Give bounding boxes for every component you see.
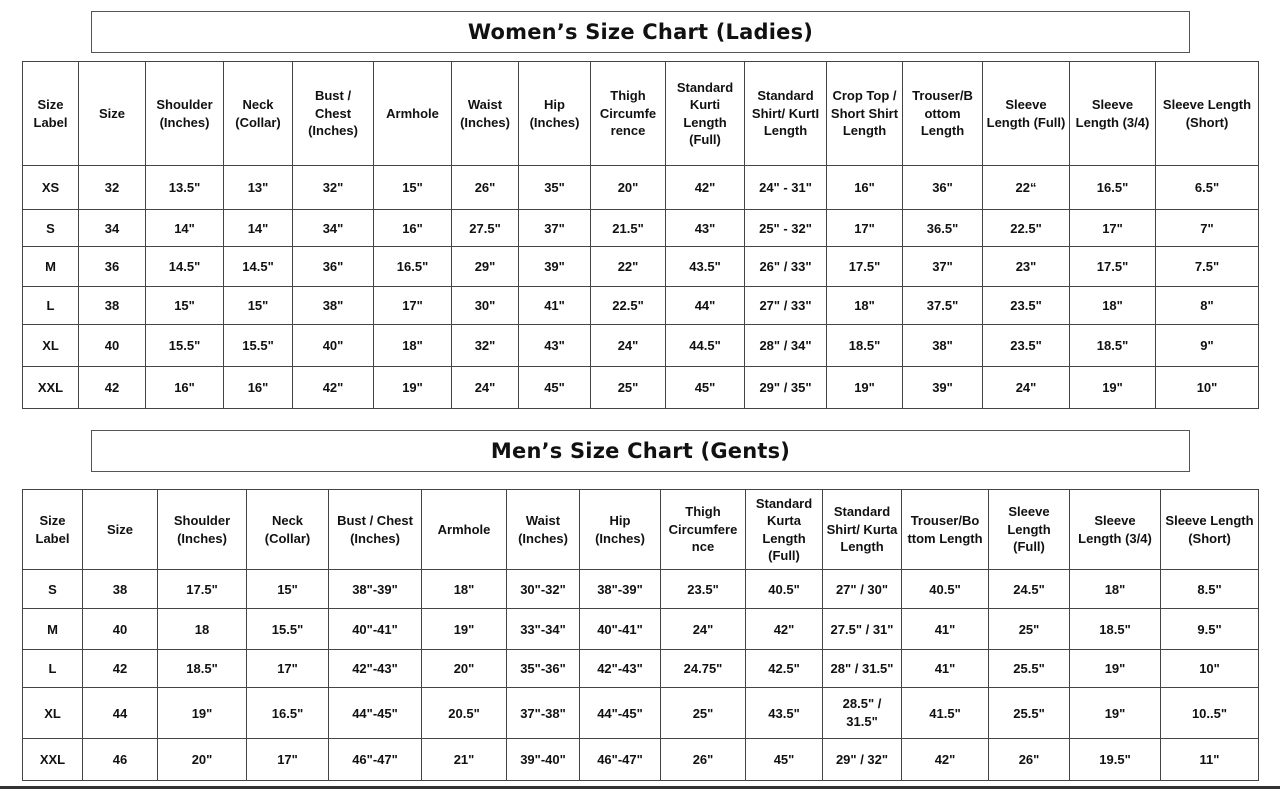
table-cell: 44" <box>666 287 745 325</box>
table-cell: 34" <box>293 210 374 247</box>
column-header: Neck (Collar) <box>247 490 329 570</box>
table-cell: 39" <box>903 367 983 409</box>
column-header: Size <box>83 490 158 570</box>
table-cell: 20" <box>422 650 507 688</box>
table-cell: 13" <box>224 166 293 210</box>
column-header: Sleeve Length (Short) <box>1161 490 1259 570</box>
table-cell: 45" <box>519 367 591 409</box>
table-cell: 6.5" <box>1156 166 1259 210</box>
column-header: Thigh Circumfe rence <box>591 62 666 166</box>
table-cell: 37" <box>903 247 983 287</box>
table-cell: 10..5" <box>1161 688 1259 739</box>
table-row <box>23 325 1259 367</box>
table-cell: 24" <box>983 367 1070 409</box>
size-label-cell: S <box>23 210 79 247</box>
table-row <box>23 609 1259 650</box>
table-cell: 40 <box>79 325 146 367</box>
table-cell: 15" <box>374 166 452 210</box>
table-cell: 45" <box>746 739 823 781</box>
table-cell: 17.5" <box>827 247 903 287</box>
table-cell: 40"-41" <box>329 609 422 650</box>
table-cell: 34 <box>79 210 146 247</box>
column-header: Waist (Inches) <box>507 490 580 570</box>
table-cell: 20" <box>158 739 247 781</box>
table-row <box>23 570 1259 609</box>
table-cell: 41" <box>519 287 591 325</box>
table-cell: 36 <box>79 247 146 287</box>
table-cell: 16.5" <box>247 688 329 739</box>
table-cell: 44 <box>83 688 158 739</box>
column-header: Waist (Inches) <box>452 62 519 166</box>
table-cell: 14" <box>146 210 224 247</box>
table-cell: 42"-43" <box>580 650 661 688</box>
column-header: Hip (Inches) <box>519 62 591 166</box>
size-label-cell: L <box>23 650 83 688</box>
table-cell: 8.5" <box>1161 570 1259 609</box>
column-header: Thigh Circumfere nce <box>661 490 746 570</box>
table-cell: 17" <box>374 287 452 325</box>
table-cell: 37" <box>519 210 591 247</box>
table-cell: 24.5" <box>989 570 1070 609</box>
table-cell: 8" <box>1156 287 1259 325</box>
table-cell: 22.5" <box>591 287 666 325</box>
table-cell: 41" <box>902 650 989 688</box>
table-cell: 36" <box>293 247 374 287</box>
size-label-cell: XL <box>23 688 83 739</box>
table-cell: 24" <box>661 609 746 650</box>
table-cell: 23" <box>983 247 1070 287</box>
table-cell: 18" <box>374 325 452 367</box>
table-cell: 27" / 33" <box>745 287 827 325</box>
table-cell: 29" <box>452 247 519 287</box>
table-cell: 17" <box>247 739 329 781</box>
table-cell: 40.5" <box>746 570 823 609</box>
table-cell: 44"-45" <box>580 688 661 739</box>
table-cell: 18" <box>1070 287 1156 325</box>
table-cell: 39"-40" <box>507 739 580 781</box>
table-cell: 37.5" <box>903 287 983 325</box>
column-header: Crop Top / Short Shirt Length <box>827 62 903 166</box>
table-cell: 10" <box>1156 367 1259 409</box>
table-cell: 10" <box>1161 650 1259 688</box>
table-cell: 24" <box>591 325 666 367</box>
table-cell: 28" / 31.5" <box>823 650 902 688</box>
table-cell: 43" <box>519 325 591 367</box>
table-cell: 29" / 32" <box>823 739 902 781</box>
table-cell: 11" <box>1161 739 1259 781</box>
table-cell: 19" <box>827 367 903 409</box>
column-header: Standard Shirt/ Kurta Length <box>823 490 902 570</box>
table-cell: 15.5" <box>247 609 329 650</box>
table-cell: 25.5" <box>989 650 1070 688</box>
table-cell: 41" <box>902 609 989 650</box>
table-cell: 38 <box>83 570 158 609</box>
column-header: Standard Kurta Length (Full) <box>746 490 823 570</box>
women-chart-title: Women’s Size Chart (Ladies) <box>91 11 1190 53</box>
column-header: Trouser/Bo ttom Length <box>902 490 989 570</box>
table-cell: 19" <box>422 609 507 650</box>
column-header: Trouser/B ottom Length <box>903 62 983 166</box>
men-size-table <box>22 489 1259 781</box>
table-row <box>23 210 1259 247</box>
table-cell: 13.5" <box>146 166 224 210</box>
table-cell: 20" <box>591 166 666 210</box>
table-cell: 33"-34" <box>507 609 580 650</box>
size-label-cell: L <box>23 287 79 325</box>
column-header: Hip (Inches) <box>580 490 661 570</box>
column-header: Shoulder (Inches) <box>146 62 224 166</box>
table-cell: 20.5" <box>422 688 507 739</box>
table-cell: 18.5" <box>158 650 247 688</box>
size-label-cell: XXL <box>23 739 83 781</box>
column-header: Shoulder (Inches) <box>158 490 247 570</box>
table-cell: 16" <box>827 166 903 210</box>
table-cell: 16" <box>224 367 293 409</box>
table-cell: 46"-47" <box>329 739 422 781</box>
table-cell: 17" <box>1070 210 1156 247</box>
table-row <box>23 247 1259 287</box>
table-cell: 24.75" <box>661 650 746 688</box>
table-cell: 15" <box>146 287 224 325</box>
table-cell: 18.5" <box>1070 325 1156 367</box>
column-header: Sleeve Length (3/4) <box>1070 490 1161 570</box>
table-cell: 26" <box>661 739 746 781</box>
table-cell: 15.5" <box>146 325 224 367</box>
table-cell: 25.5" <box>989 688 1070 739</box>
column-header: Sleeve Length (3/4) <box>1070 62 1156 166</box>
table-cell: 23.5" <box>661 570 746 609</box>
table-cell: 17" <box>827 210 903 247</box>
column-header: Size Label <box>23 490 83 570</box>
table-cell: 27.5" / 31" <box>823 609 902 650</box>
table-cell: 24" <box>452 367 519 409</box>
table-cell: 24" - 31" <box>745 166 827 210</box>
column-header: Sleeve Length (Full) <box>989 490 1070 570</box>
table-row <box>23 367 1259 409</box>
table-cell: 42"-43" <box>329 650 422 688</box>
table-cell: 9" <box>1156 325 1259 367</box>
table-cell: 42" <box>902 739 989 781</box>
table-cell: 7" <box>1156 210 1259 247</box>
table-cell: 28" / 34" <box>745 325 827 367</box>
size-label-cell: XS <box>23 166 79 210</box>
table-row <box>23 166 1259 210</box>
table-cell: 22" <box>591 247 666 287</box>
table-cell: 44.5" <box>666 325 745 367</box>
table-cell: 42 <box>83 650 158 688</box>
table-cell: 42.5" <box>746 650 823 688</box>
table-cell: 27.5" <box>452 210 519 247</box>
table-cell: 19" <box>1070 688 1161 739</box>
table-cell: 32 <box>79 166 146 210</box>
column-header: Sleeve Length (Short) <box>1156 62 1259 166</box>
table-cell: 23.5" <box>983 287 1070 325</box>
table-cell: 28.5" / 31.5" <box>823 688 902 739</box>
table-cell: 25" <box>591 367 666 409</box>
table-cell: 36" <box>903 166 983 210</box>
table-cell: 17.5" <box>158 570 247 609</box>
column-header: Size <box>79 62 146 166</box>
column-header: Sleeve Length (Full) <box>983 62 1070 166</box>
table-cell: 40"-41" <box>580 609 661 650</box>
table-cell: 16" <box>146 367 224 409</box>
table-cell: 42" <box>666 166 745 210</box>
table-cell: 26" <box>989 739 1070 781</box>
table-cell: 18.5" <box>827 325 903 367</box>
table-cell: 36.5" <box>903 210 983 247</box>
table-cell: 45" <box>666 367 745 409</box>
column-header: Bust / Chest (Inches) <box>293 62 374 166</box>
table-cell: 38" <box>293 287 374 325</box>
table-cell: 42" <box>746 609 823 650</box>
table-cell: 18" <box>1070 570 1161 609</box>
table-cell: 43.5" <box>666 247 745 287</box>
size-label-cell: XXL <box>23 367 79 409</box>
table-cell: 18" <box>422 570 507 609</box>
table-cell: 32" <box>452 325 519 367</box>
table-row <box>23 287 1259 325</box>
table-cell: 14" <box>224 210 293 247</box>
column-header: Neck (Collar) <box>224 62 293 166</box>
table-cell: 43" <box>666 210 745 247</box>
column-header: Standard Kurti Length (Full) <box>666 62 745 166</box>
table-cell: 23.5" <box>983 325 1070 367</box>
table-cell: 21" <box>422 739 507 781</box>
table-cell: 32" <box>293 166 374 210</box>
table-cell: 38"-39" <box>329 570 422 609</box>
column-header: Standard Shirt/ KurtI Length <box>745 62 827 166</box>
table-cell: 19" <box>374 367 452 409</box>
table-cell: 25" <box>661 688 746 739</box>
table-cell: 25" <box>989 609 1070 650</box>
table-cell: 19" <box>1070 650 1161 688</box>
table-cell: 29" / 35" <box>745 367 827 409</box>
table-cell: 21.5" <box>591 210 666 247</box>
table-cell: 25" - 32" <box>745 210 827 247</box>
table-cell: 30" <box>452 287 519 325</box>
table-cell: 37"-38" <box>507 688 580 739</box>
column-header: Armhole <box>374 62 452 166</box>
table-cell: 14.5" <box>224 247 293 287</box>
column-header: Bust / Chest (Inches) <box>329 490 422 570</box>
column-header: Size Label <box>23 62 79 166</box>
table-cell: 42 <box>79 367 146 409</box>
table-cell: 40.5" <box>902 570 989 609</box>
table-cell: 16.5" <box>374 247 452 287</box>
table-cell: 38"-39" <box>580 570 661 609</box>
column-header: Armhole <box>422 490 507 570</box>
table-cell: 17.5" <box>1070 247 1156 287</box>
table-cell: 43.5" <box>746 688 823 739</box>
table-cell: 35" <box>519 166 591 210</box>
table-cell: 15.5" <box>224 325 293 367</box>
men-header-row <box>23 490 1259 570</box>
table-cell: 18" <box>827 287 903 325</box>
table-cell: 14.5" <box>146 247 224 287</box>
table-row <box>23 739 1259 781</box>
table-cell: 7.5" <box>1156 247 1259 287</box>
table-cell: 15" <box>224 287 293 325</box>
table-cell: 16" <box>374 210 452 247</box>
table-cell: 19" <box>1070 367 1156 409</box>
size-label-cell: XL <box>23 325 79 367</box>
table-cell: 41.5" <box>902 688 989 739</box>
table-cell: 22.5" <box>983 210 1070 247</box>
table-cell: 19.5" <box>1070 739 1161 781</box>
table-row <box>23 688 1259 739</box>
table-cell: 9.5" <box>1161 609 1259 650</box>
table-cell: 15" <box>247 570 329 609</box>
table-cell: 35"-36" <box>507 650 580 688</box>
size-label-cell: S <box>23 570 83 609</box>
table-cell: 27" / 30" <box>823 570 902 609</box>
men-chart-title: Men’s Size Chart (Gents) <box>91 430 1190 472</box>
women-header-row <box>23 62 1259 166</box>
size-label-cell: M <box>23 247 79 287</box>
table-cell: 42" <box>293 367 374 409</box>
table-cell: 18 <box>158 609 247 650</box>
table-cell: 38 <box>79 287 146 325</box>
table-cell: 40" <box>293 325 374 367</box>
table-cell: 39" <box>519 247 591 287</box>
table-cell: 40 <box>83 609 158 650</box>
table-cell: 26" / 33" <box>745 247 827 287</box>
size-label-cell: M <box>23 609 83 650</box>
table-cell: 30"-32" <box>507 570 580 609</box>
table-row <box>23 650 1259 688</box>
table-cell: 22“ <box>983 166 1070 210</box>
table-cell: 26" <box>452 166 519 210</box>
table-cell: 46 <box>83 739 158 781</box>
table-cell: 17" <box>247 650 329 688</box>
table-cell: 38" <box>903 325 983 367</box>
table-cell: 19" <box>158 688 247 739</box>
women-size-table <box>22 61 1259 409</box>
table-cell: 44"-45" <box>329 688 422 739</box>
table-cell: 16.5" <box>1070 166 1156 210</box>
table-cell: 46"-47" <box>580 739 661 781</box>
table-cell: 18.5" <box>1070 609 1161 650</box>
